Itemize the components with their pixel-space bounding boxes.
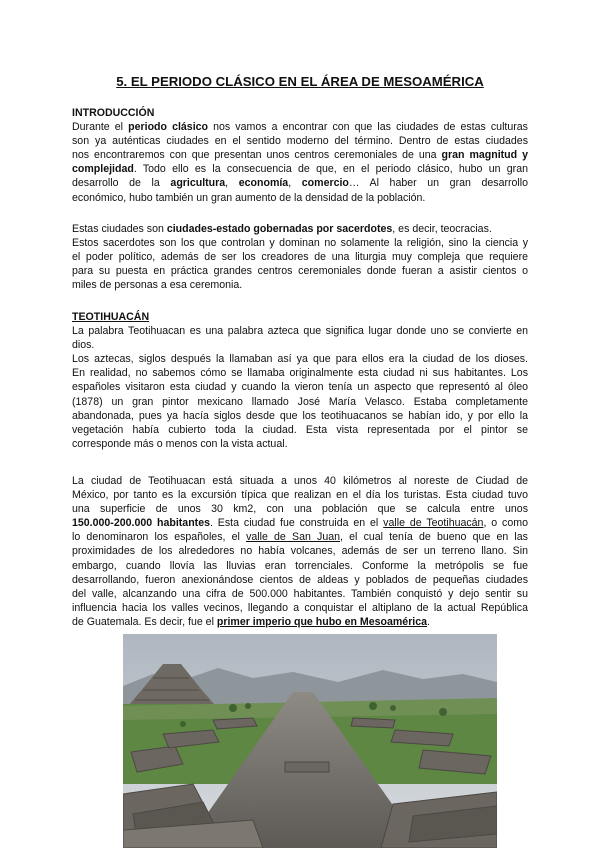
text-line: son ya auténticas ciudades en el sentido moderno del término. Dentro de estas ciudades bbox=[72, 135, 528, 148]
text-line: una superficie de unos 30 km2, con una población que se calcula entre unos bbox=[72, 503, 528, 516]
paragraph-ciudades-estado bbox=[72, 222, 528, 292]
section-introduccion bbox=[72, 106, 528, 205]
link-valle-teotihuacan: valle de Teotihuacán bbox=[383, 517, 484, 530]
text-line: proximidades de los alrededores no había volcanes, además de ser un terreno llano. Sin bbox=[72, 545, 528, 558]
text-line: desarrollando, fueron anexionándose cientos de aldeas y poblados de pequeñas ciudades bbox=[72, 573, 528, 586]
text-line: españoles visitaron esta ciudad y cuando la vieron tenía un aspecto que representó al óleo bbox=[72, 381, 528, 394]
text-line: del valle, alcanzando una cifra de 500.000 habitantes. También conquistó y dejo sentir su bbox=[72, 587, 528, 600]
text-line: para su puesta en práctica grandes centros ceremoniales donde fueran a asistir cientos o bbox=[72, 265, 528, 278]
text-line: económico, hubo también un gran aumento de la densidad de la población. bbox=[72, 191, 426, 204]
text-line: dios. bbox=[72, 339, 95, 352]
text-line: Los aztecas, siglos después la llamaban así ya que para ellos era la ciudad de los dioses. bbox=[72, 353, 528, 366]
text-line: vegetación había cubierto toda la ciudad. Esta vista representada por el pintor se bbox=[72, 423, 528, 436]
text-line: Estas ciudades son ciudades-estado gobernadas por sacerdotes, es decir, teocracias. bbox=[72, 223, 492, 235]
text-line: Estos sacerdotes son los que controlan y dominan no solamente la religión, sino la ciencia y bbox=[72, 237, 528, 250]
text-line: embargo, cuando llovía las lluvias eran torrenciales. Conforme la metrópolis se fue bbox=[72, 559, 528, 572]
text-line: complejidad. Todo ello es la consecuencia de que, en el periodo clásico, hubo un gran bbox=[72, 163, 528, 176]
section-teotihuacan bbox=[72, 310, 528, 451]
text-line: desarrollo de la agricultura, economía, comercio… Al haber un gran desarrollo bbox=[72, 177, 528, 190]
text-line: miles de personas a esa ceremonia. bbox=[72, 279, 243, 292]
text-line: La palabra Teotihuacan es una palabra azteca que significa lugar donde uno se convierte en bbox=[72, 325, 528, 338]
text-line: nos encontraremos con que presentan unos centros ceremoniales de una gran magnitud y bbox=[72, 149, 528, 162]
text-line: (1878) un gran pintor mexicano llamado José María Velasco. Estaba completamente bbox=[72, 395, 528, 408]
link-valle-san-juan: valle de San Juan bbox=[246, 531, 341, 544]
section-heading-introduccion: INTRODUCCIÓN bbox=[72, 107, 155, 119]
text-line: abandonada, pues ya hacía siglos desde que los teotihuacanos se habían ido, y por ello la bbox=[72, 409, 528, 422]
central-structure bbox=[285, 762, 329, 772]
section-heading-teotihuacan: TEOTIHUACÁN bbox=[72, 311, 150, 323]
text-line: La ciudad de Teotihuacan está situada a unos 40 kilómetros al noreste de Ciudad de bbox=[72, 475, 528, 487]
paragraph-ubicacion bbox=[72, 474, 528, 629]
text-line: 150.000-200.000 habitantes. Esta ciudad fue construida en el valle de Teotihuacán, o como bbox=[72, 517, 528, 530]
teotihuacan-photo bbox=[123, 634, 497, 848]
text-line: de Guatemala. Es decir, fue el primer imperio que hubo en Mesoamérica. bbox=[72, 615, 430, 628]
text-line: el poder político, además de ser los creadores de una liturgia muy compleja que requiere bbox=[72, 251, 528, 264]
page-title: 5. EL PERIODO CLÁSICO EN EL ÁREA DE MESOAMÉRICA bbox=[116, 74, 484, 89]
text-line: corresponde más o menos con la vista actual. bbox=[72, 437, 288, 450]
text-line: lo denominaron los españoles, el valle de San Juan, el cual tenía de bueno que en las bbox=[72, 531, 528, 544]
text-line: En realidad, no sabemos cómo se llamaba originalmente esta ciudad ni sus habitantes. Los bbox=[72, 367, 528, 380]
text-line: Durante el periodo clásico nos vamos a encontrar con que las ciudades de estas culturas bbox=[72, 121, 528, 134]
text-line: influencia hacia los valles vecinos, llegando a conquistar el altiplano de la actual República bbox=[72, 601, 528, 614]
text-line: México, por tanto es la excursión típica que realizan en el día los turistas. Esta ciudad tuvo bbox=[72, 489, 528, 502]
